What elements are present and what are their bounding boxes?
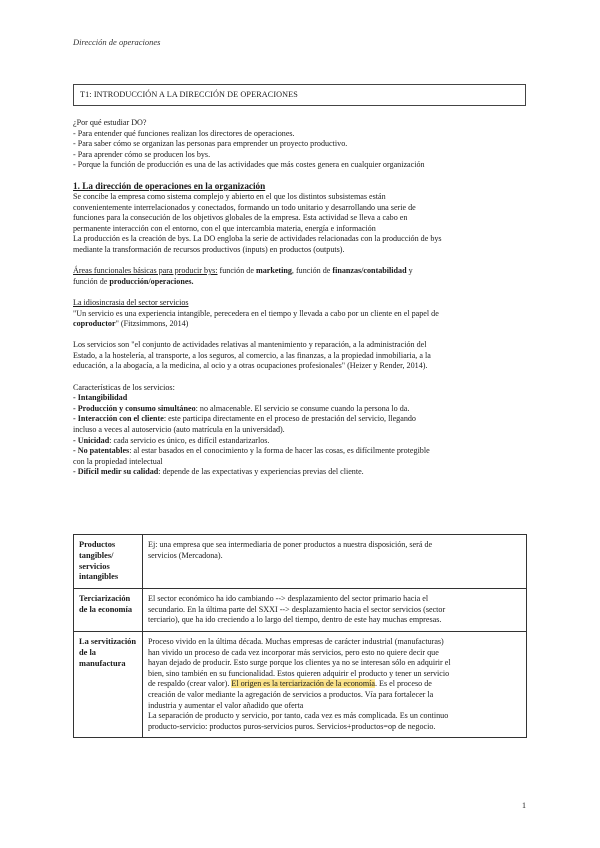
row-content <box>143 535 527 589</box>
chapter-title: T1: INTRODUCCIÓN A LA DIRECCIÓN DE OPERACIONES <box>73 84 526 106</box>
row-line: hayan dejado de producir. Esto surge porque los clientes ya no se interesan sólo en adquirir el <box>148 658 451 668</box>
row-line: bien, sino también en su funcionalidad. Estos quieren adquirir el producto y tener un servicio <box>148 668 450 678</box>
row-line: Ej: una empresa que sea intermediaria de poner productos a nuestra disposición, será de <box>148 540 433 549</box>
characteristic-item <box>73 446 531 457</box>
quote-line: Los servicios son "el conjunto de actividades relativas al mantenimiento y reparación, a la administración del <box>73 340 427 350</box>
row-content <box>143 589 527 632</box>
row-line: servicios (Mercadona). <box>148 550 223 560</box>
paragraph-line: convenientemente interrelacionados y conectados, formando un todo unitario y desarrollando una serie de <box>73 202 416 212</box>
quote-line: educación, a la abogacía, a la medicina, al ocio y a otras ocupaciones profesionales" (Heizer y Render, 2014). <box>73 361 428 371</box>
characteristic-text: con la propiedad intelectual <box>73 456 163 466</box>
quote-line <box>73 319 531 330</box>
section-heading: 1. La dirección de operaciones en la organización <box>73 180 266 191</box>
characteristic-term: - No patentables <box>73 446 130 456</box>
concepts-table <box>73 534 527 738</box>
characteristic-item <box>73 393 531 404</box>
functional-areas <box>73 266 531 277</box>
row-text: . Es el proceso de <box>374 679 432 689</box>
quote-line: Estado, a la hostelería, al transporte, a los seguros, al comercio, a las finanzas, a la propiedad inmobiliaria, a la <box>73 350 431 360</box>
row-line <box>148 679 521 690</box>
functional-areas-cont <box>73 277 531 288</box>
row-line: creación de valor mediante la agregación de servicios a productos. Vía para fortalecer la <box>148 689 434 699</box>
characteristics-heading: Características de los servicios: <box>73 382 175 392</box>
why-item: - Para entender qué funciones realizan los directores de operaciones. <box>73 128 295 138</box>
row-line: industria y aumentar el valor añadido que oferta <box>148 700 304 710</box>
paragraph-line: mediante la transformación de recursos productivos (inputs) en productos (outputs). <box>73 244 345 254</box>
characteristic-item <box>73 436 531 447</box>
coproductor-term: coproductor <box>73 319 116 329</box>
characteristic-text: : al estar basados en el conocimiento y la forma de hacer las cosas, es difícilmente protegible <box>129 446 430 456</box>
characteristic-term: - Unicidad <box>73 435 110 445</box>
areas-finance: finanzas/contabilidad <box>332 266 407 276</box>
characteristic-text: : este participa directamente en el proceso de prestación del servicio, llegando <box>163 414 416 424</box>
row-line: La separación de producto y servicio, por tanto, cada vez es más complicada. Es un continuo <box>148 711 449 721</box>
row-text: de respaldo (crear valor). <box>148 679 232 689</box>
characteristic-text: : no almacenable. El servicio se consume cuando la persona lo da. <box>195 403 410 413</box>
areas-text: función de <box>73 276 110 286</box>
characteristic-text: incluso a veces al autoservicio (auto matrícula en la universidad). <box>73 425 285 435</box>
row-line: El sector económico ha ido cambiando --> desplazamiento del sector primario hacia el <box>148 594 429 604</box>
table-row <box>74 589 527 632</box>
characteristic-term: - Interacción con el cliente <box>73 414 164 424</box>
row-line: Proceso vivido en la última década. Muchas empresas de carácter industrial (manufacturas) <box>148 636 444 646</box>
page-number: 1 <box>522 801 526 810</box>
characteristic-item <box>73 404 531 415</box>
services-heading: La idiosincrasia del sector servicios <box>73 297 189 307</box>
characteristic-item <box>73 425 531 436</box>
characteristic-item <box>73 457 531 468</box>
quote-line: "Un servicio es una experiencia intangible, perecedera en el tiempo y llevada a cabo por un cliente en el papel de <box>73 308 439 318</box>
row-key: Productos tangibles/ servicios intangibles <box>74 535 143 589</box>
row-line: terciario), que ha ido creciendo a lo largo del tiempo, dentro de este hay muchas empresas. <box>148 615 442 625</box>
row-line: han vivido un proceso de cada vez incorporar más servicios, pero esto no quiere decir que <box>148 647 439 657</box>
document-body <box>73 118 531 478</box>
quote-citation: " (Fitzsimmons, 2014) <box>115 319 189 329</box>
why-item: - Porque la función de producción es una de las actividades que más costes genera en cualquier organización <box>73 160 425 170</box>
why-question: ¿Por qué estudiar DO? <box>73 118 147 127</box>
areas-text: y <box>406 266 413 276</box>
characteristic-term: - Producción y consumo simultáneo <box>73 403 196 413</box>
row-line: secundario. En la última parte del SXXI --> desplazamiento hacia el sector servicios (sector <box>148 604 446 614</box>
paragraph-line: funciones para la consecución de los objetivos globales de la empresa. Esta actividad se lleva a cabo en <box>73 213 408 223</box>
row-content <box>143 631 527 737</box>
why-item: - Para aprender cómo se producen los bys. <box>73 149 211 159</box>
characteristic-term: - Intangibilidad <box>73 393 128 403</box>
characteristic-text: : cada servicio es único, es difícil estandarizarlos. <box>109 435 270 445</box>
characteristic-term: - Difícil medir su calidad <box>73 467 159 477</box>
paragraph-line: Se concibe la empresa como sistema complejo y abierto en el que los distintos subsistemas están <box>73 191 386 201</box>
areas-text: , función de <box>291 266 333 276</box>
highlighted-text: El origen es la terciarización de la economía <box>231 679 375 689</box>
row-key: Terciarización de la economía <box>74 589 143 632</box>
paragraph-line: La producción es la creación de bys. La DO engloba la serie de actividades relacionadas con la producción de bys <box>73 234 442 244</box>
running-header: Dirección de operaciones <box>73 37 161 47</box>
areas-production: producción/operaciones. <box>109 276 194 286</box>
areas-text: función de <box>217 266 256 276</box>
characteristic-item <box>73 414 531 425</box>
table-row <box>74 631 527 737</box>
characteristic-text: : depende de las expectativas y experiencias previas del cliente. <box>158 467 364 477</box>
why-item: - Para saber cómo se organizan las personas para emprender un proyecto productivo. <box>73 139 348 149</box>
row-key: La servitización de la manufactura <box>74 631 143 737</box>
table-row <box>74 535 527 589</box>
areas-marketing: marketing <box>255 266 292 276</box>
areas-label: Áreas funcionales básicas para producir bys: <box>73 266 218 276</box>
characteristic-item <box>73 467 531 478</box>
row-line: producto-servicio: productos puros-servicios puros. Servicios+productos=op de negocio. <box>148 721 436 731</box>
paragraph-line: permanente interacción con el entorno, con el que intercambia materia, energía e información <box>73 223 376 233</box>
